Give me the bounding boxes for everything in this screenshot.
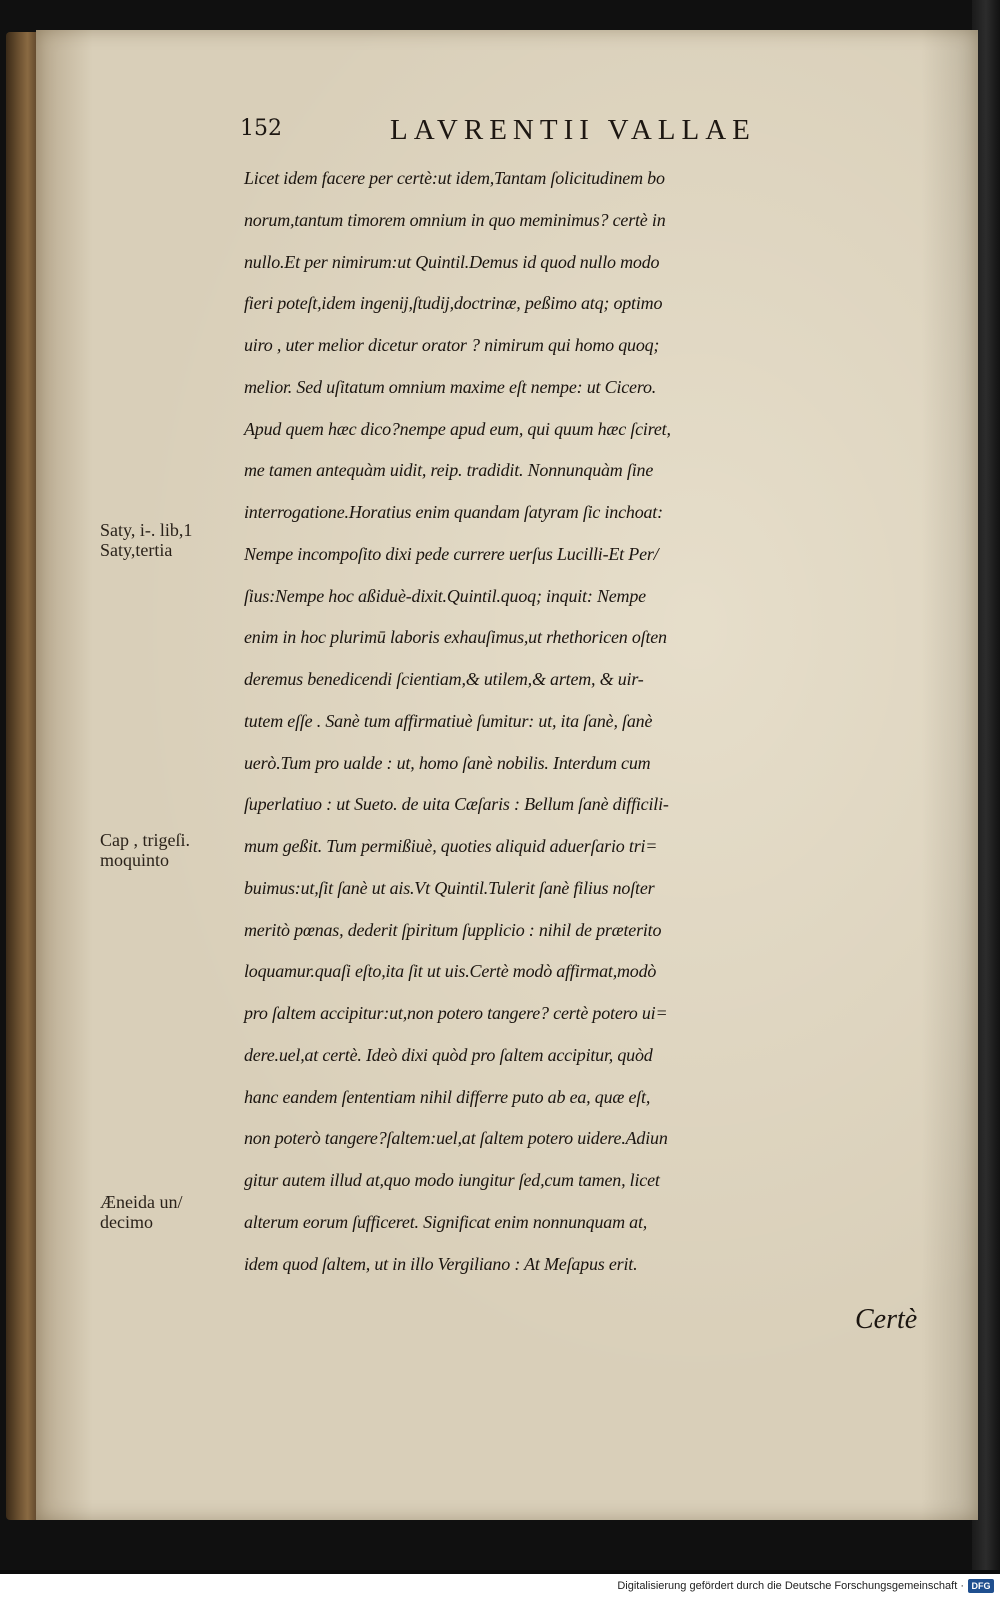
- marginal-note-line: Cap , trigeſi.: [100, 830, 190, 850]
- marginal-note: [100, 830, 242, 870]
- marginal-note-line: moquinto: [100, 850, 170, 870]
- text-line: uiro , uter melior dicetur orator ? nimirum qui homo quoq;: [244, 335, 660, 355]
- text-line: interrogatione.Horatius enim quandam ſatyram ſic inchoat:: [244, 502, 663, 522]
- text-line: ſuperlatiuo : ut Sueto. de uita Cæſaris : Bellum ſanè difficili-: [244, 794, 669, 815]
- text-line: fieri poteſt,idem ingenij,ſtudij,doctrinæ, peßimo atq; optimo: [244, 293, 663, 314]
- text-line: alterum eorum ſufficeret. Significat enim nonnunquam at,: [244, 1211, 648, 1232]
- text-line: meritò pœnas, dederit ſpiritum ſupplicio : nihil de præterito: [244, 919, 662, 940]
- funding-credit: Digitalisierung gefördert durch die Deutsche Forschungsgemeinschaft ·: [617, 1580, 964, 1592]
- text-line: enim in hoc plurimū laboris exhauſimus,ut rhethoricen oſten: [244, 627, 667, 648]
- marginal-note-line: Saty, i-. lib,1: [100, 520, 193, 540]
- text-line: hanc eandem ſententiam nihil differre puto ab ea, quæ eſt,: [244, 1086, 651, 1107]
- text-line: gitur autem illud at,quo modo iungitur ſed,cum tamen, licet: [244, 1170, 660, 1190]
- marginal-note-line: decimo: [100, 1212, 153, 1232]
- text-line: ſius:Nempe hoc aßiduè-dixit.Quintil.quoq; inquit: Nempe: [244, 585, 646, 606]
- running-title: LAVRENTII VALLAE: [390, 114, 756, 146]
- marginal-note-line: Saty,tertia: [100, 540, 173, 560]
- text-line: buimus:ut,ſit ſanè ut ais.Vt Quintil.Tulerit ſanè filius noſter: [244, 877, 655, 898]
- running-head: [240, 116, 930, 156]
- page-number: 152: [240, 116, 282, 141]
- text-line: dere.uel,at certè. Ideò dixi quòd pro ſaltem accipitur, quòd: [244, 1044, 653, 1065]
- text-line: Nempe incompoſito dixi pede currere uerſus Lucilli-Et Per/: [244, 543, 659, 564]
- catchword: Certè: [855, 1304, 918, 1335]
- text-line: uerò.Tum pro ualde : ut, homo ſanè nobilis. Interdum cum: [244, 752, 651, 773]
- text-line: pro ſaltem accipitur:ut,non potero tangere? certè potero ui=: [244, 1003, 668, 1023]
- marginal-note: [100, 520, 242, 560]
- text-line: me tamen antequàm uidit, reip. tradidit. Nonnunquàm ſine: [244, 460, 654, 481]
- marginal-note: [100, 1192, 242, 1232]
- text-line: deremus benedicendi ſcientiam,& utilem,& artem, & uir-: [244, 669, 644, 689]
- text-line: Licet idem facere per certè:ut idem,Tantam ſolicitudinem bo: [244, 168, 665, 188]
- text-line: Apud quem hæc dico?nempe apud eum, qui quum hæc ſciret,: [244, 418, 671, 439]
- text-line: loquamur.quaſi eſto,ita ſit ut uis.Certè modò affirmat,modò: [244, 961, 657, 982]
- text-line: idem quod ſaltem, ut in illo Vergiliano : At Meſapus erit.: [244, 1253, 638, 1274]
- dfg-logo: DFG: [968, 1579, 994, 1593]
- text-line: norum,tantum timorem omnium in quo meminimus? certè in: [244, 209, 666, 230]
- main-text-block: [244, 158, 934, 1285]
- text-line: nullo.Et per nimirum:ut Quintil.Demus id quod nullo modo: [244, 251, 660, 272]
- footer-bar: [0, 1574, 1000, 1602]
- text-line: tutem eſſe . Sanè tum affirmatiuè ſumitur: ut, ita ſanè, ſanè: [244, 710, 653, 731]
- text-line: non poterò tangere?ſaltem:uel,at ſaltem potero uidere.Adiun: [244, 1128, 668, 1149]
- text-line: mum geßit. Tum permißiuè, quoties aliquid aduerſario tri=: [244, 836, 658, 856]
- marginal-note-line: Æneida un/: [100, 1192, 183, 1212]
- text-line: melior. Sed uſitatum omnium maxime eſt nempe: ut Cicero.: [244, 376, 657, 397]
